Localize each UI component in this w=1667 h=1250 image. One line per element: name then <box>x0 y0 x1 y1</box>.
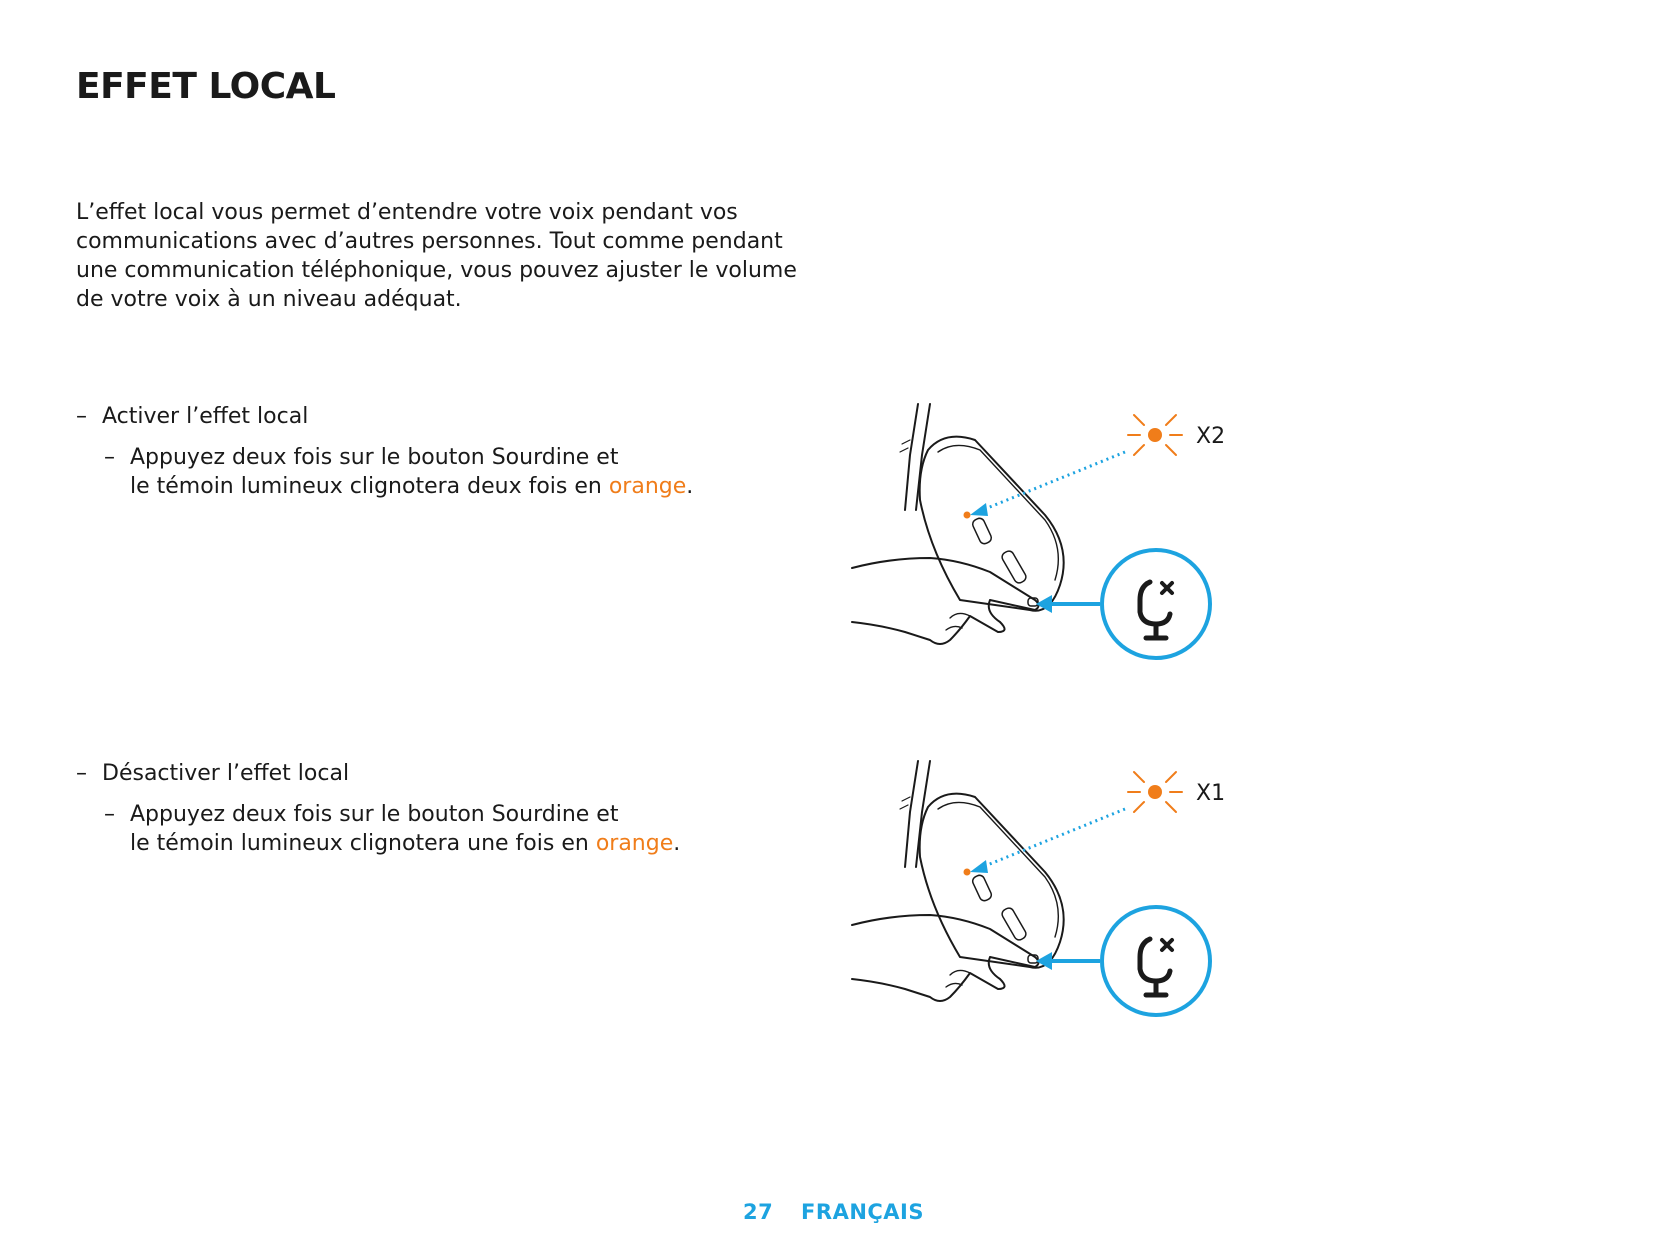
instruction-line: le témoin lumineux clignotera deux fois en orange. <box>130 474 694 499</box>
footer-language: FRANÇAIS <box>801 1200 924 1224</box>
led-dot <box>964 512 971 519</box>
intro-line: une communication téléphonique, vous pouvez ajuster le volume <box>76 258 797 283</box>
mic-mute-icon <box>1102 550 1210 658</box>
mic-mute-icon <box>1102 907 1210 1015</box>
intro-line: communications avec d’autres personnes. Tout comme pendant <box>76 229 783 254</box>
headset-illustration-x1 <box>850 757 1230 1017</box>
section-heading: – Désactiver l’effet local <box>76 761 350 786</box>
press-count-label: X1 <box>1196 781 1226 806</box>
instruction-line: Appuyez deux fois sur le bouton Sourdine et <box>130 802 619 827</box>
color-word: orange <box>608 474 687 499</box>
section-heading: – Activer l’effet local <box>76 404 309 429</box>
led-dot <box>964 869 971 876</box>
headset-illustration-x2 <box>850 400 1230 660</box>
intro-paragraph <box>76 198 836 314</box>
blinking-led-icon <box>1128 772 1182 812</box>
color-word: orange <box>595 831 674 856</box>
page-title: EFFET LOCAL <box>76 66 336 107</box>
instruction-line: le témoin lumineux clignotera une fois en orange. <box>130 831 681 856</box>
press-count-label: X2 <box>1196 424 1226 449</box>
blinking-led-icon <box>1128 415 1182 455</box>
instruction: – Appuyez deux fois sur le bouton Sourdine et le témoin lumineux clignotera deux fois en orange. <box>104 445 694 499</box>
intro-line: L’effet local vous permet d’entendre votre voix pendant vos <box>76 200 738 225</box>
section-heading-text: Désactiver l’effet local <box>102 761 350 786</box>
section-disable-sidetone <box>76 759 680 858</box>
headset-mute-press-illustration <box>850 757 1230 1017</box>
intro-line: de votre voix à un niveau adéquat. <box>76 287 462 312</box>
section-enable-sidetone <box>76 402 693 501</box>
page-footer <box>0 1200 1667 1224</box>
instruction: – Appuyez deux fois sur le bouton Sourdine et le témoin lumineux clignotera une fois en orange. <box>104 802 681 856</box>
instruction-line: Appuyez deux fois sur le bouton Sourdine et <box>130 445 619 470</box>
headset-mute-press-illustration <box>850 400 1230 660</box>
page-number: 27 <box>743 1200 774 1224</box>
section-heading-text: Activer l’effet local <box>102 404 309 429</box>
